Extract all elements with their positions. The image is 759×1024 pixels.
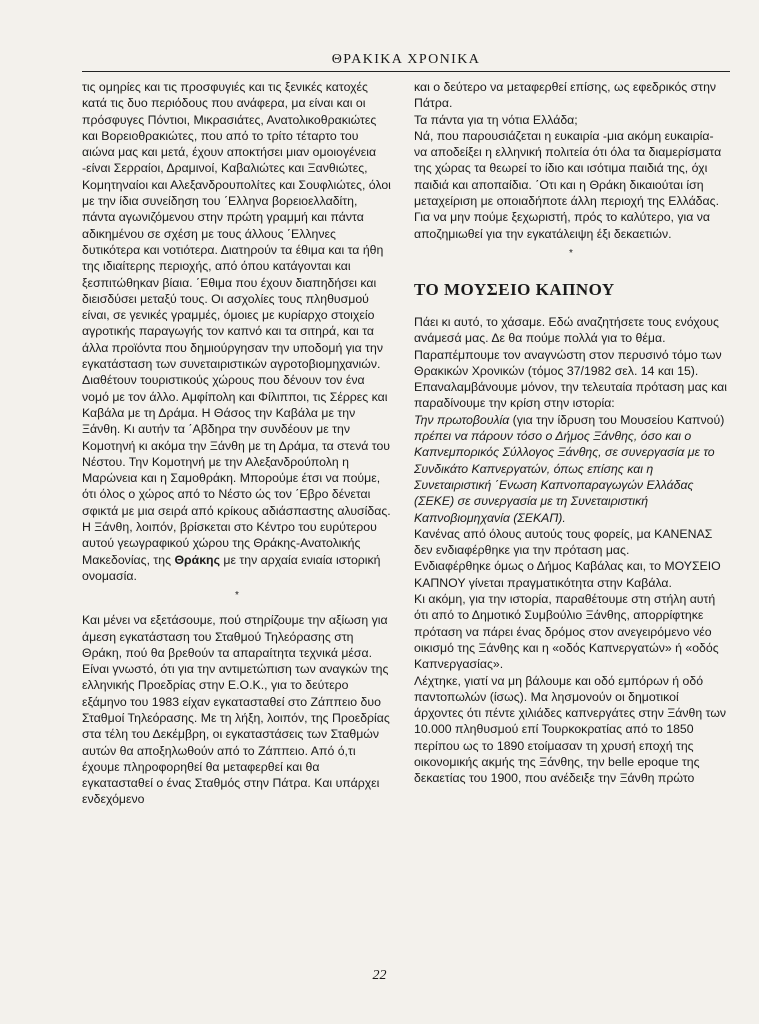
paragraph: Διαθέτουν τουριστικούς χώρους που δένουν τον ένα νομό με τον άλλο. Αμφίπολη και Φίλιπποι, τις Σέρρες και Καβάλα με τη Δράμα. Η Θάσος την Καβάλα με την Ξάνθη. Κι αυτήν τα ΄Αβδηρα την συνδέουν με την Κομοτηνή κι ακόμα την Ξάνθη με τη Δράμα, τα στενά του Νέστου. Την Κομοτηνή με την Αλεξανδρούπολη η Μαρώνεια και η Σαμοθράκη. Μπορούμε έτσι να πούμε, ότι όλος ο χώρος από το Νέστο ώς τον ΄Εβρο δένεται σφικτά με μια σειρά από κρίκους αδιάσπαστης αλυσίδας. xyxy=(82,373,391,518)
paragraph: Ενδιαφέρθηκε όμως ο Δήμος Καβάλας και, το ΜΟΥΣΕΙΟ ΚΑΠΝΟΥ γίνεται πραγματικότητα στην Καβάλα. xyxy=(414,559,721,590)
paragraph: Είναι γνωστό, ότι για την αντιμετώπιση των αναγκών της ελληνικής Προεδρίας στην Ε.Ο.Κ., για το δεύτερο εξάμηνο του 1983 είχαν εγκατασταθεί στο Ζάππειο δυο Σταθμοί Τηλεόρασης. Με τη λήξη, λοιπόν, της Προεδρίας στα τέλη του Δεκέμβρη, οι εγκαταστάσεις των Σταθμών αυτών θα αποξηλωθούν από το Ζάππειο. Από ό,τι έχουμε πληροφορηθεί θα μεταφερθεί και θα εγκατασταθεί ο ένας Σταθμός στην Πάτρα. Και υπάρχει ενδεχόμενο xyxy=(82,662,390,807)
paragraph: Κι ακόμη, για την ιστορία, παραθέτουμε στη στήλη αυτή ότι από το Δημοτικό Συμβούλιο Ξάνθης, απορρίφτηκε πρόταση να πάρει ένας δρόμος στον ανεγειρόμενο νέο οικισμό της Ξάνθης και η «οδός Καπνεργατών» ή «οδός Καπνεργασίας». xyxy=(414,592,719,672)
italic-run: Την πρωτοβουλία xyxy=(414,412,510,427)
italic-run: πρέπει να πάρουν τόσο ο Δήμος Ξάνθης, όσο και ο Καπνεμπορικός Σύλλογος Ξάνθης, σε συνεργασία με το Συνδικάτο Καπνεργατών, όπως επίσης και η Συνεταιριστική ΄Ενωση Καπνοπαραγωγών Ελλάδας (ΣΕΚΕ) σε συνεργασία με τη Συνεταιριστική Καπνοβιομηχανία (ΣΕΚΑΠ). xyxy=(414,429,715,525)
paragraph: και ο δεύτερο να μεταφερθεί επίσης, ως εφεδρικός στην Πάτρα. xyxy=(414,80,717,111)
section-separator: * xyxy=(569,247,573,259)
section-title: ΤΟ ΜΟΥΣΕΙΟ ΚΑΠΝΟΥ xyxy=(414,279,615,299)
text-run: (για την ίδρυση του Μουσείου Καπνού) xyxy=(509,412,725,427)
paragraph: Λέχτηκε, γιατί να μη βάλουμε και οδό εμπόρων ή οδό παντοπωλών (ίσως). Μα λησμονούν οι δημοτικοί άρχοντες ότι πέντε χιλιάδες καπνεργάτες στην Ξάνθη των 10.000 πληθυσμού επί Τουρκοκρατίας από το 1850 περίπου ως το 1890 ετοίμασαν τη χρυσή εποχή της οικονομικής ακμής της Ξάνθης, την belle epoque της δεκαετίας του 1900, που ανέδειξε την Ξάνθη πρώτο xyxy=(414,673,727,786)
text-run: με την αρχαία ενιαία ιστορική ονομασία. xyxy=(82,552,381,583)
paragraph: Και μένει να εξετάσουμε, πού στηρίζουμε την αξίωση για άμεση εγκατάσταση του Σταθμού Τηλεόρασης στη Θράκη, πού θα βρεθούν τα απαραίτητα τεχνικά μέσα. xyxy=(82,613,388,660)
paragraph: Νά, που παρουσιάζεται η ευκαιρία -μια ακόμη ευκαιρία- να αποδείξει η ελληνική πολιτεία ότι όλα τα διαμερίσματα της χώρας τα θεωρεί το ίδιο και ισότιμα παιδιά της, όχι παιδιά και αποπαίδια. ΄Οτι και η Θράκη δικαιούται ίση μεταχείριση με οποιαδήποτε άλλη περιοχή της Ελλάδας. Για να μην πούμε ξεχωριστή, πρός το καλύτερο, για να αποζημιωθεί για την εγκατάλειψη έξι δεκαετιών. xyxy=(414,128,722,241)
paragraph xyxy=(414,412,728,526)
section-separator: * xyxy=(235,590,239,602)
paragraph: Πάει κι αυτό, το χάσαμε. Εδώ αναζητήσετε τους ενόχους ανάμεσά μας. Δε θα πούμε πολλά για το θέμα. Παραπέμπουμε τον αναγνώστη στον περυσινό τόμο των Θρακικών Χρονικών (τόμος 37/1982 σελ. 14 και 15). xyxy=(414,314,722,378)
header-rule xyxy=(82,71,730,72)
bold-term: Θράκης xyxy=(174,552,220,567)
right-column xyxy=(414,79,728,787)
text-run: Η Ξάνθη, λοιπόν, βρίσκεται στο Κέντρο του ευρύτερου αυτού γεωγραφικού χώρου της Θράκης-Ανατολικής Μακεδονίας, της xyxy=(82,520,377,567)
paragraph xyxy=(82,519,392,584)
page-number: 22 xyxy=(372,968,387,983)
paragraph: Κανένας από όλους αυτούς τους φορείς, μα ΚΑΝΕΝΑΣ δεν ενδιαφέρθηκε για την πρόταση μας. xyxy=(414,526,713,558)
paragraph: Επαναλαμβάνουμε μόνον, την τελευταία πρόταση μας και παραδίνουμε την κρίση στην ιστορία: xyxy=(414,380,727,411)
left-column xyxy=(82,79,392,808)
running-header: ΘΡΑΚΙΚΑ ΧΡΟΝΙΚΑ xyxy=(331,52,481,67)
paragraph: Τα πάντα για τη νότια Ελλάδα; xyxy=(414,112,578,127)
paragraph: τις ομηρίες και τις προσφυγιές και τις ξενικές κατοχές κατά τις δυο περιόδους που ανάφερα, μα είναι και οι πρόσφυγες Πόντιοι, Μικρασιάτες, Ανατολικοθρακιώτες και Βορειοθρακιώτες, που από το τρίτο τέταρτο του αιώνα μας και μετά, έχουν αποκτήσει μιαν ομοιογένεια -είναι Σερραίοι, Δραμινοί, Καβαλιώτες και Ξανθιώτες, Κομητηναίοι και Αλεξανδρουπολίτες και Σουφλιώτες, όλοι με την ίδια συνείδηση του ΄Ελληνα βορειοελλαδίτη, πάντα αγωνιζόμενου στην πρώτη γραμμή και πάντα αδικημένου σε σχέση με τους άλλους ΄Ελληνες δυτικότερα και νοτιότερα. Διατηρούν τα έθιμα και τα ήθη της ιδιαίτερης περιοχής, από όπου κατάγονται και ξεσπιτώθηκαν βίαια. ΄Εθιμα που έχουν διαπηδήσει και διεισδύσει μεταξύ τους. Οι ασχολίες τους πληθυσμού είναι, σε γενικές γραμμές, όμοιες με κυρίαρχο στοιχείο αγροτικής παραγωγής τον καπνό και τα σιτηρά, και τα άλλα προϊόντα που δημιούργησαν την υποδομή για την εγκατάσταση των συνεταιριστικών αγροτοβιομηχανιών. xyxy=(82,80,391,372)
